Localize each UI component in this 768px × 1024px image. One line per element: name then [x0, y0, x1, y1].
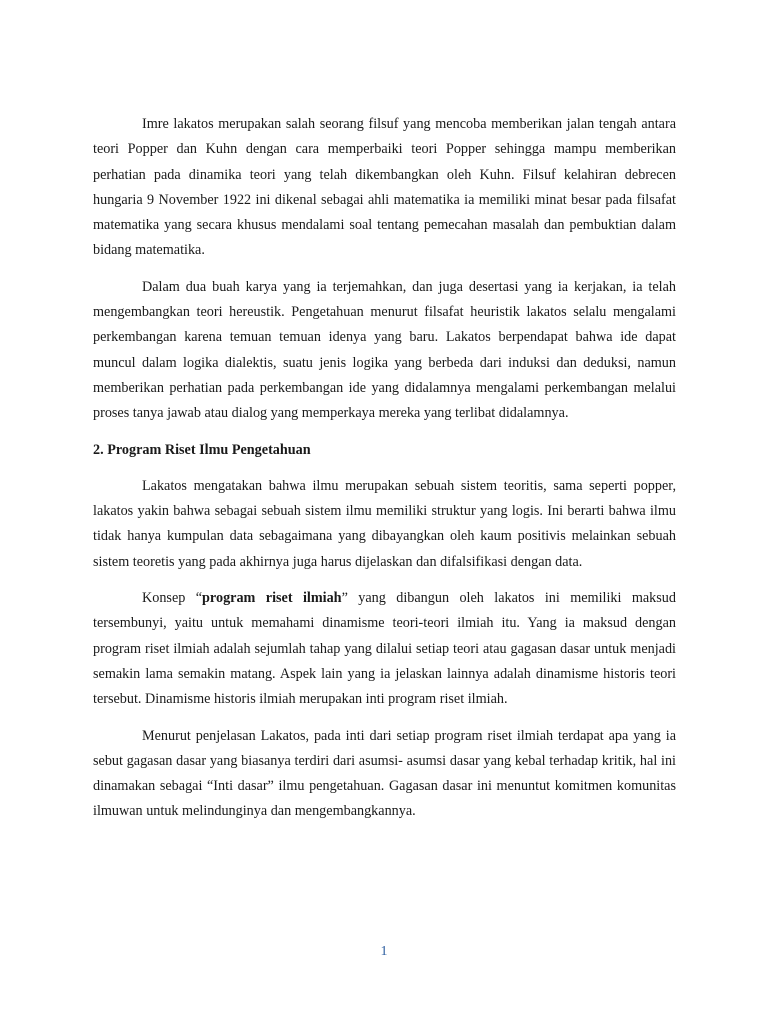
paragraph-1: Imre lakatos merupakan salah seorang filsuf yang mencoba memberikan jalan tengah antara teori Popper dan Kuhn dengan cara memperbaiki teori Popper sehingga mampu memberikan perhatian pada dinamika teori yang telah dikembangkan oleh Kuhn. Filsuf kelahiran debrecen hungaria 9 November 1922 ini dikenal sebagai ahli matematika ia memiliki minat besar pada filsafat matematika yang secara khusus mendalami soal tentang pemecahan masalah dan pembuktian dalam bidang matematika. [93, 116, 676, 259]
paragraph-4-intro: Konsep “ [142, 590, 203, 607]
document-page [93, 112, 676, 836]
section-heading: 2. Program Riset Ilmu Pengetahuan [93, 441, 311, 458]
paragraph-3: Lakatos mengatakan bahwa ilmu merupakan sebuah sistem teoritis, sama seperti popper, lakatos yakin bahwa sebagai sebuah sistem ilmu memiliki struktur yang logis. Ini berarti bahwa ilmu tidak hanya kumpulan data sebagaimana yang dibayangkan oleh kaum positivis melainkan sebuah sistem teoretis yang pada akhirnya juga harus dijelaskan dan difalsifikasi dengan data. [93, 477, 676, 570]
paragraph-4-rest: ” yang dibangun oleh lakatos ini memiliki maksud tersembunyi, yaitu untuk memahami dinamisme teori-teori ilmiah itu. Yang ia maksud dengan program riset ilmiah adalah sejumlah tahap yang dilalui setiap teori atau gagasan dasar untuk menjadi semakin lama semakin matang. Aspek lain yang ia jelaskan lainnya adalah dinamisme historis teori tersebut. Dinamisme historis ilmiah merupakan inti program riset ilmiah. [93, 590, 676, 708]
paragraph-4 [93, 586, 676, 712]
paragraph-5: Menurut penjelasan Lakatos, pada inti dari setiap program riset ilmiah terdapat apa yang ia sebut gagasan dasar yang biasanya terdiri dari asumsi- asumsi dasar yang kebal terhadap kritik, hal ini dinamakan sebagai “Inti dasar” ilmu pengetahuan. Gagasan dasar ini menuntut komitmen komunitas ilmuwan untuk melindunginya dan mengembangkannya. [93, 727, 676, 820]
paragraph-2: Dalam dua buah karya yang ia terjemahkan, dan juga desertasi yang ia kerjakan, ia telah mengembangkan teori hereustik. Pengetahuan menurut filsafat heuristik lakatos selalu mengalami perkembangan karena temuan temuan idenya yang baru. Lakatos berpendapat bahwa ide dapat muncul dalam logika dialektis, suatu jenis logika yang berbeda dari induksi dan deduksi, namun memberikan perhatian pada perkembangan ide yang didalamnya mengalami perkembangan melalui proses tanya jawab atau dialog yang memperkaya mereka yang terlibat didalamnya. [93, 278, 676, 422]
paragraph-4-bold-term: program riset ilmiah [202, 590, 342, 607]
page-number: 1 [380, 944, 388, 959]
